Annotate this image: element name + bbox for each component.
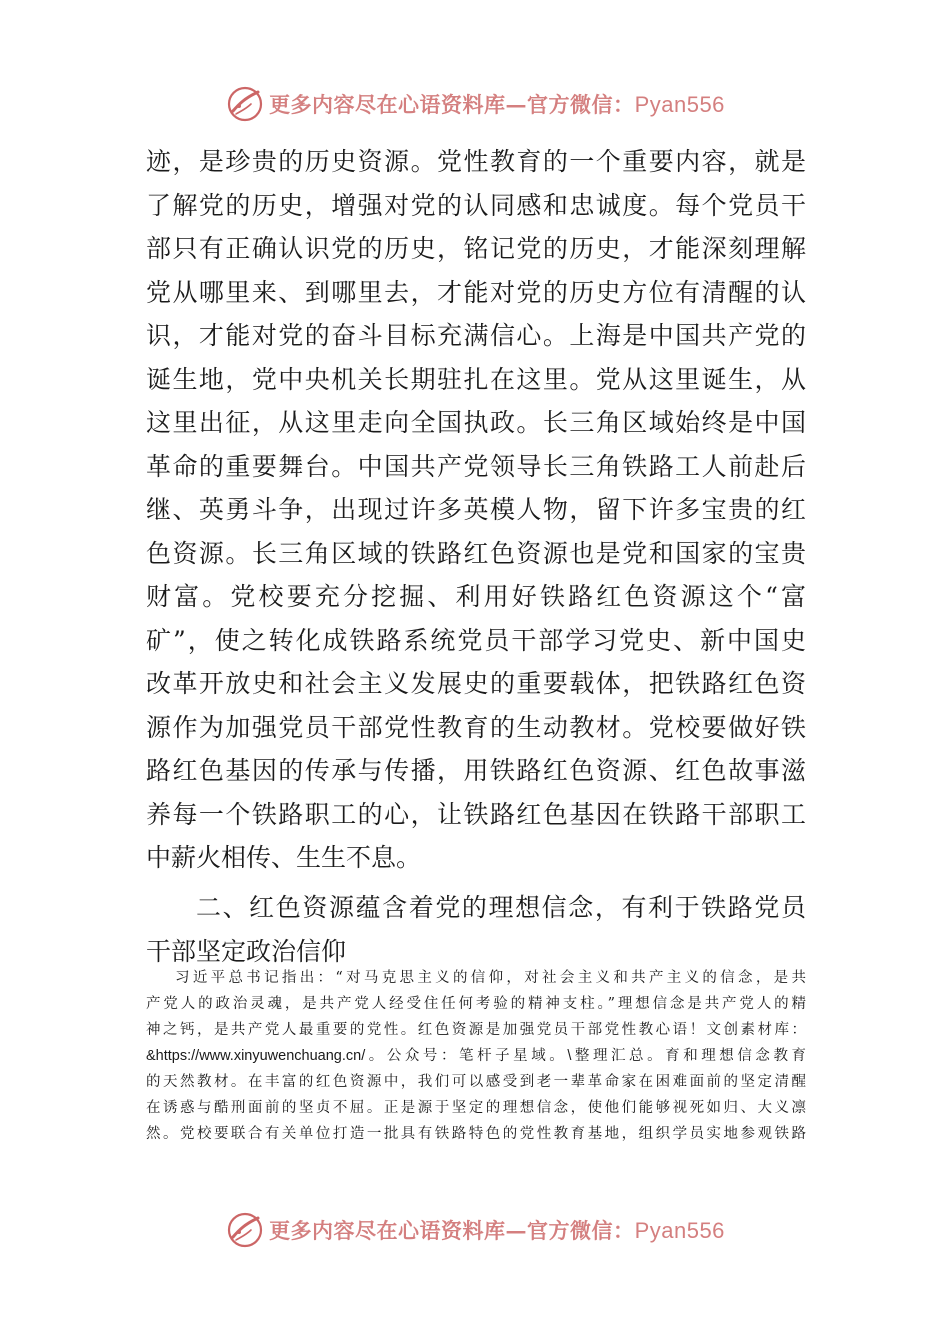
wechat-id: Pyan556 xyxy=(634,1218,725,1243)
paragraph-line: 识，才能对党的奋斗目标充满信心。上海是中国共产党的 xyxy=(146,321,806,350)
section-heading xyxy=(146,886,806,973)
paragraph-line: 源作为加强党员干部党性教育的生动教材。党校要做好铁 xyxy=(146,712,806,742)
paragraph-line: 路红色基因的传承与传播，用铁路红色资源、红色故事滋 xyxy=(146,756,806,785)
brush-logo-icon xyxy=(225,84,265,124)
header-banner xyxy=(0,82,950,126)
paragraph-line: 这里出征，从这里走向全国执政。长三角区域始终是中国 xyxy=(146,408,806,437)
paragraph-line: 迹，是珍贵的历史资源。党性教育的一个重要内容，就是 xyxy=(146,147,806,176)
paragraph-line: 革命的重要舞台。中国共产党领导长三角铁路工人前赴后 xyxy=(146,451,806,481)
paragraph-line: 诞生地，党中央机关长期驻扎在这里。党从这里诞生，从 xyxy=(146,364,806,394)
small-paragraph-line: 然。党校要联合有关单位打造一批具有铁路特色的党性教育基地，组织学员实地参观铁路 xyxy=(146,1126,806,1142)
main-paragraph xyxy=(146,140,806,880)
small-paragraph-line: 神之钙，是共产党人最重要的党性。红色资源是加强党员干部党性教心语！文创素材库： xyxy=(146,1022,806,1038)
paragraph-line: 部只有正确认识党的历史，铭记党的历史，才能深刻理解 xyxy=(146,234,806,263)
paragraph-line: 继、英勇斗争，出现过许多英模人物，留下许多宝贵的红 xyxy=(146,495,806,524)
paragraph-line: 财富。党校要充分挖掘、利用好铁路红色资源这个“富 xyxy=(146,582,806,611)
paragraph-line: 了解党的历史，增强对党的认同感和忠诚度。每个党员干 xyxy=(146,190,806,220)
paragraph-line: 色资源。长三角区域的铁路红色资源也是党和国家的宝贵 xyxy=(146,538,806,568)
paragraph-line: 改革开放史和社会主义发展史的重要载体，把铁路红色资 xyxy=(146,669,806,698)
small-paragraph xyxy=(146,965,806,1147)
small-paragraph-line: 的天然教材。在丰富的红色资源中，我们可以感受到老一辈革命家在困难面前的坚定清醒 xyxy=(146,1074,806,1090)
small-paragraph-line: &https://www.xinyuwenchuang.cn/。公众号：笔杆子星域。\整理汇总。育和理想信念教育 xyxy=(146,1048,806,1064)
banner-text: 更多内容尽在心语资料库—官方微信：Pyan556 xyxy=(269,1218,725,1243)
footer-banner xyxy=(0,1208,950,1252)
wechat-id: Pyan556 xyxy=(634,92,725,117)
small-paragraph-line: 在诱惑与酷刑面前的坚贞不屈。正是源于坚定的理想信念，使他们能够视死如归、大义凛 xyxy=(146,1100,806,1116)
heading-line: 干部坚定政治信仰 xyxy=(146,936,347,966)
small-paragraph-line: 产党人的政治灵魂，是共产党人经受住任何考验的精神支柱。”理想信念是共产党人的精 xyxy=(146,996,806,1012)
paragraph-line: 中薪火相传、生生不息。 xyxy=(146,843,422,872)
paragraph-line: 养每一个铁路职工的心，让铁路红色基因在铁路干部职工 xyxy=(146,799,806,829)
banner-text: 更多内容尽在心语资料库—官方微信：Pyan556 xyxy=(269,92,725,117)
paragraph-line: 党从哪里来、到哪里去，才能对党的历史方位有清醒的认 xyxy=(146,277,806,307)
brush-logo-icon xyxy=(225,1210,265,1250)
heading-line: 二、红色资源蕴含着党的理想信念，有利于铁路党员 xyxy=(196,893,806,922)
small-paragraph-line: 习近平总书记指出：“对马克思主义的信仰，对社会主义和共产主义的信念，是共 xyxy=(175,970,806,986)
paragraph-line: 矿”，使之转化成铁路系统党员干部学习党史、新中国史 xyxy=(146,625,806,655)
